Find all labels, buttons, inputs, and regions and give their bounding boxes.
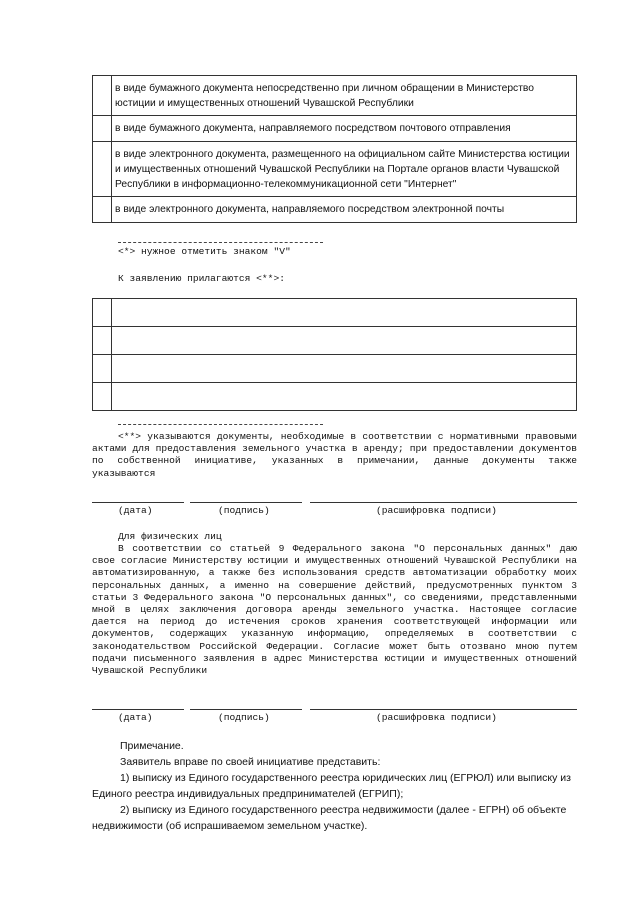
decryption-label: (расшифровка подписи)	[376, 712, 497, 723]
attachment-row	[93, 299, 577, 327]
consent-text: В соответствии со статьей 9 Федерального закона "О персональных данных" даю свое согласие Министерству юстиции и имущественных отношений Чувашской Республики на автоматизированную, а также без использования средств автоматизации обработку моих персональных данных, а именно на совершение действий, предусмотренных пунктом 3 статьи 3 Федерального закона "О персональных данных", со сведениями, представленными мной в целях заключения договора аренды земельного участка. Настоящее согласие дается на период до истечения сроков хранения соответствующей информации или документов, содержащих указанную информацию, определяемых в соответствии с законодательством Российской Федерации. Согласие может быть отозвано мною путем подачи письменного заявления в адрес Министерства юстиции и имущественных отношений Чувашской Республики	[92, 543, 577, 677]
attachment-cell[interactable]	[112, 299, 577, 327]
date-line[interactable]	[92, 709, 184, 710]
attachments-table	[92, 298, 577, 411]
option-checkbox-cell[interactable]	[93, 116, 112, 142]
attachments-heading: К заявлению прилагаются <**>:	[118, 273, 285, 284]
attachment-number-cell	[93, 355, 112, 383]
option-text: в виде бумажного документа непосредственно при личном обращении в Министерство юстиции и имущественных отношений Чувашской Республики	[112, 76, 577, 116]
footnote2-separator	[118, 424, 323, 425]
delivery-option-row	[93, 116, 577, 142]
option-text: в виде электронного документа, размещенного на официальном сайте Министерства юстиции и имущественных отношений Чувашской Республики на Портале органов власти Чувашской Республики в информационно-телекоммуникационной сети "Интернет"	[112, 142, 577, 197]
delivery-option-row	[93, 76, 577, 116]
signature-line[interactable]	[190, 709, 302, 710]
footnote2-text: <**> указываются документы, необходимые в соответствии с нормативными правовыми актами для предоставления земельного участка в аренду; при предоставлении документов по собственной инициативе, указанных в примечании, данные документы также указываются	[92, 431, 577, 479]
attachment-cell[interactable]	[112, 327, 577, 355]
signature-label: (подпись)	[218, 505, 270, 516]
note-intro: Заявитель вправе по своей инициативе представить:	[120, 756, 381, 768]
attachment-row	[93, 383, 577, 411]
footnote-mark: <*> нужное отметить знаком "V"	[118, 246, 291, 257]
attachment-number-cell	[93, 299, 112, 327]
attachment-number-cell	[93, 383, 112, 411]
date-line[interactable]	[92, 502, 184, 503]
option-checkbox-cell[interactable]	[93, 142, 112, 197]
option-checkbox-cell[interactable]	[93, 197, 112, 223]
decryption-label: (расшифровка подписи)	[376, 505, 497, 516]
option-text: в виде электронного документа, направляемого посредством электронной почты	[112, 197, 577, 223]
decryption-line[interactable]	[310, 502, 577, 503]
decryption-line[interactable]	[310, 709, 577, 710]
attachment-row	[93, 327, 577, 355]
date-label: (дата)	[118, 505, 153, 516]
attachment-cell[interactable]	[112, 383, 577, 411]
signature-line[interactable]	[190, 502, 302, 503]
signature-label: (подпись)	[218, 712, 270, 723]
delivery-option-row	[93, 197, 577, 223]
note-title: Примечание.	[120, 740, 184, 752]
note-item-1: 1) выписку из Единого государственного реестра юридических лиц (ЕГРЮЛ) или выписку из Единого реестра индивидуальных предпринимателей (ЕГРИП);	[92, 772, 571, 800]
individuals-heading: Для физических лиц	[118, 531, 222, 542]
attachment-number-cell	[93, 327, 112, 355]
attachment-cell[interactable]	[112, 355, 577, 383]
note-block	[92, 738, 592, 834]
footnote-separator	[118, 242, 323, 243]
attachment-row	[93, 355, 577, 383]
delivery-option-row	[93, 142, 577, 197]
option-text: в виде бумажного документа, направляемого посредством почтового отправления	[112, 116, 577, 142]
note-item-2: 2) выписку из Единого государственного реестра недвижимости (далее - ЕГРН) об объекте недвижимости (об испрашиваемом земельном участке).	[92, 804, 567, 832]
delivery-options-table	[92, 75, 577, 223]
option-checkbox-cell[interactable]	[93, 76, 112, 116]
date-label: (дата)	[118, 712, 153, 723]
